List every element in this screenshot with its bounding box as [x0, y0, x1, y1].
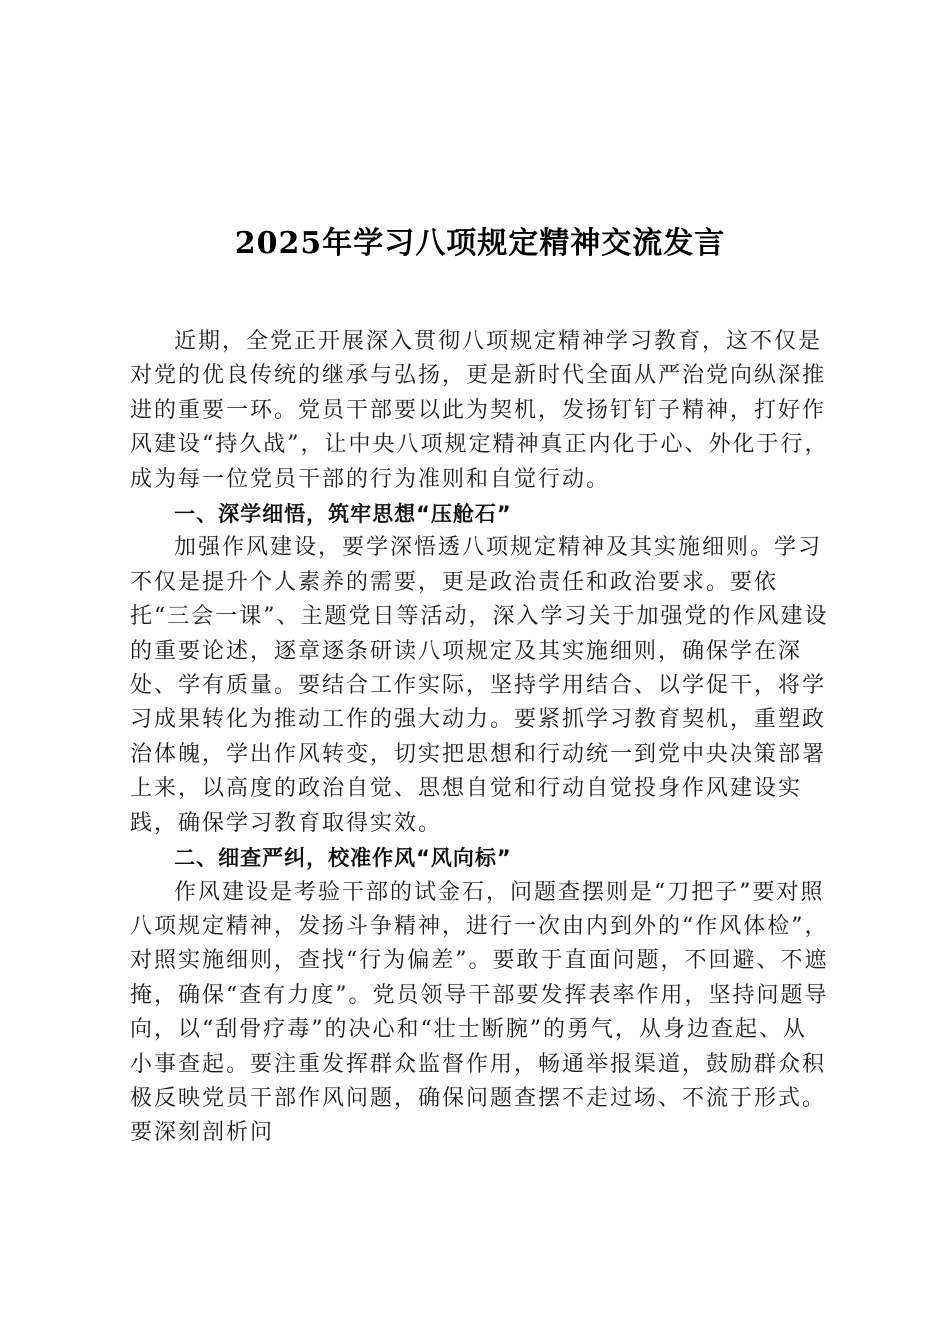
- section-1-paragraph: 加强作风建设，要学深悟透八项规定精神及其实施细则。学习不仅是提升个人素养的需要，更是政治责任和政治要求。要依托“三会一课”、主题党日等活动，深入学习关于加强党的作风建设的重要论述，逐章逐条研读八项规定及其实施细则，确保学在深处、学有质量。要结合工作实际，坚持学用结合、以学促干，将学习成果转化为推动工作的强大动力。要紧抓学习教育契机，重塑政治体魄，学出作风转变，切实把思想和行动统一到党中央决策部署上来，以高度的政治自觉、思想自觉和行动自觉投身作风建设实践，确保学习教育取得实效。: [130, 535, 829, 836]
- section-heading-1: 一、深学细悟，筑牢思想“压舱石”: [174, 502, 512, 527]
- section-2-paragraph: 作风建设是考验干部的试金石，问题查摆则是“刀把子”要对照八项规定精神，发扬斗争精神，进行一次由内到外的“作风体检”，对照实施细则，查找“行为偏差”。要敢于直面问题，不回避、不遮掩，确保“查有力度”。党员领导干部要发挥表率作用，坚持问题导向，以“刮骨疗毒”的决心和“壮士断腕”的勇气，从身边查起、从小事查起。要注重发挥群众监督作用，畅通举报渠道，鼓励群众积极反映党员干部作风问题，确保问题查摆不走过场、不流于形式。要深刻剖析问: [130, 879, 829, 1146]
- section-heading-2: 二、细查严纠，校准作风“风向标”: [174, 846, 512, 871]
- document-title: 2025年学习八项规定精神交流发言: [234, 226, 726, 261]
- document-body: [130, 225, 830, 1151]
- intro-paragraph: 近期，全党正开展深入贯彻八项规定精神学习教育，这不仅是对党的优良传统的继承与弘扬，更是新时代全面从严治党向纵深推进的重要一环。党员干部要以此为契机，发扬钉钉子精神，打好作风建设“持久战”，让中央八项规定精神真正内化于心、外化于行，成为每一位党员干部的行为准则和自觉行动。: [130, 329, 829, 492]
